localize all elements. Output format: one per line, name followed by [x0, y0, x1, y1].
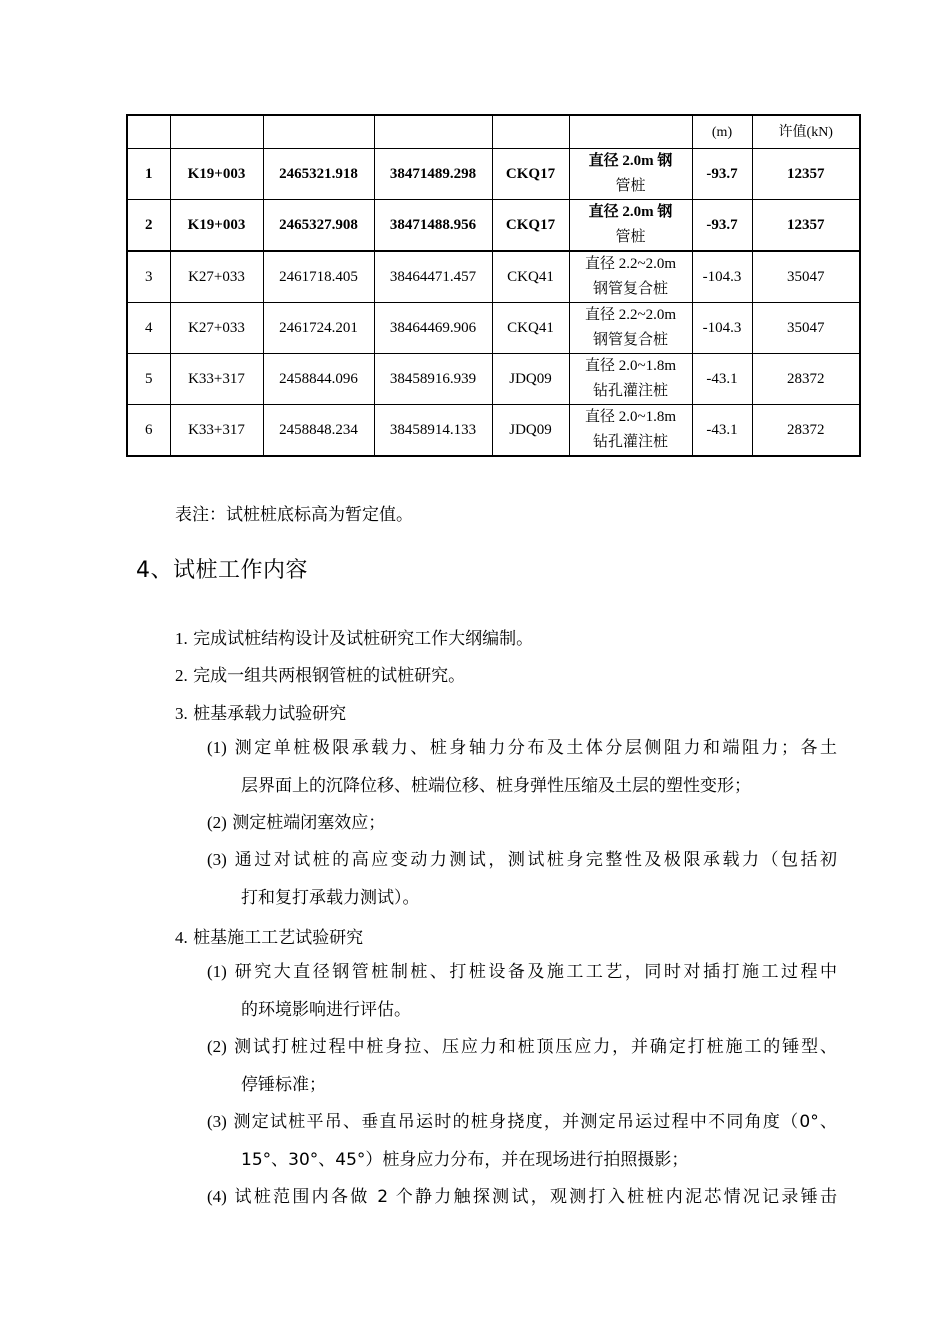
pile-x-coordinate: 2465327.908 [263, 200, 374, 252]
sub-item [207, 841, 837, 917]
pile-y-coordinate: 38458916.939 [374, 354, 492, 405]
sub-item-text-line2: 层界面上的沉降位移、桩端位移、桩身弹性压缩及土层的塑性变形； [241, 775, 751, 796]
list-item [175, 699, 346, 724]
item-number: 3. [175, 704, 188, 723]
table-row [127, 354, 860, 405]
sub-item-text-line1: 试桩范围内各做 2 个静力触探测试，观测打入桩桩内泥芯情况记录锤击 [234, 1187, 838, 1207]
sub-item-number: (3) [207, 850, 227, 869]
item-number: 2. [175, 666, 188, 685]
pile-x-coordinate: 2465321.918 [263, 149, 374, 200]
pile-capacity: 35047 [752, 303, 860, 354]
pile-borehole: CKQ17 [492, 149, 569, 200]
pile-type [569, 354, 692, 405]
pile-y-coordinate: 38464469.906 [374, 303, 492, 354]
pile-type-line2: 钻孔灌注桩 [592, 383, 668, 399]
sub-item-number: (1) [207, 738, 227, 757]
pile-type-line1: 直径 2.2~2.0m [584, 256, 677, 272]
pile-bottom-elevation: -43.1 [692, 405, 752, 457]
sub-item [207, 953, 837, 1029]
table-row [127, 200, 860, 252]
pile-mileage: K27+033 [170, 251, 263, 303]
pile-mileage: K33+317 [170, 405, 263, 457]
pile-number: 1 [127, 149, 170, 200]
sub-item [207, 729, 837, 805]
pile-number: 4 [127, 303, 170, 354]
header-cell [263, 115, 374, 149]
header-cell [569, 115, 692, 149]
pile-type-line1: 直径 2.0~1.8m [584, 358, 677, 374]
pile-y-coordinate: 38458914.133 [374, 405, 492, 457]
pile-type-line1: 直径 2.0m 钢 [588, 153, 673, 169]
pile-borehole: CKQ17 [492, 200, 569, 252]
item-text: 桩基承载力试验研究 [193, 704, 347, 724]
pile-x-coordinate: 2461724.201 [263, 303, 374, 354]
sub-item-number: (2) [207, 813, 227, 832]
sub-item [207, 1178, 837, 1217]
header-cell [170, 115, 263, 149]
pile-type-line2: 管桩 [615, 229, 646, 245]
pile-borehole: JDQ09 [492, 354, 569, 405]
pile-x-coordinate: 2461718.405 [263, 251, 374, 303]
pile-capacity: 35047 [752, 251, 860, 303]
pile-capacity: 12357 [752, 149, 860, 200]
pile-number: 6 [127, 405, 170, 457]
pile-bottom-elevation: -104.3 [692, 251, 752, 303]
item-number: 1. [175, 629, 188, 648]
table-header-row [127, 115, 860, 149]
pile-number: 3 [127, 251, 170, 303]
item-text: 完成试桩结构设计及试桩研究工作大纲编制。 [193, 629, 534, 649]
list-item [175, 624, 533, 649]
pile-borehole: CKQ41 [492, 251, 569, 303]
section-title: 4、试桩工作内容 [136, 558, 308, 583]
pile-mileage: K27+033 [170, 303, 263, 354]
item-text: 完成一组共两根钢管桩的试桩研究。 [193, 666, 466, 686]
pile-x-coordinate: 2458848.234 [263, 405, 374, 457]
list-item [175, 923, 363, 948]
header-cell-capacity: 许值(kN) [752, 115, 860, 149]
sub-item-text-line1: 测定试桩平吊、垂直吊运时的桩身挠度，并测定吊运过程中不同角度（0°、 [233, 1112, 837, 1132]
pile-type-line2: 钻孔灌注桩 [592, 434, 668, 450]
pile-type [569, 149, 692, 200]
table-row [127, 149, 860, 200]
sub-item [207, 804, 837, 843]
pile-capacity: 28372 [752, 354, 860, 405]
table-row [127, 251, 860, 303]
pile-number: 5 [127, 354, 170, 405]
header-cell-elevation-unit: (m) [692, 115, 752, 149]
pile-type-line2: 钢管复合桩 [592, 281, 668, 297]
pile-bottom-elevation: -43.1 [692, 354, 752, 405]
pile-bottom-elevation: -104.3 [692, 303, 752, 354]
sub-item-text-line1: 测定单桩极限承载力、桩身轴力分布及土体分层侧阻力和端阻力；各土 [234, 738, 838, 758]
pile-x-coordinate: 2458844.096 [263, 354, 374, 405]
sub-item-text-line1: 测定桩端闭塞效应； [232, 813, 386, 833]
pile-borehole: CKQ41 [492, 303, 569, 354]
header-cell [374, 115, 492, 149]
sub-item-number: (1) [207, 962, 227, 981]
pile-capacity: 28372 [752, 405, 860, 457]
pile-capacity: 12357 [752, 200, 860, 252]
sub-item-text-line2: 打和复打承载力测试）。 [241, 887, 420, 908]
sub-item-text-line2: 停锤标准； [241, 1074, 326, 1095]
item-text: 桩基施工工艺试验研究 [193, 928, 364, 948]
pile-type-line1: 直径 2.2~2.0m [584, 307, 677, 323]
pile-type-line2: 钢管复合桩 [592, 332, 668, 348]
sub-item-text-line1: 通过对试桩的高应变动力测试，测试桩身完整性及极限承载力（包括初 [234, 850, 838, 870]
sub-item [207, 1103, 837, 1179]
table-note: 表注：试桩桩底标高为暂定值。 [175, 505, 413, 525]
sub-item-text-line2: 的环境影响进行评估。 [241, 999, 411, 1020]
sub-item-number: (2) [207, 1037, 227, 1056]
pile-type-line1: 直径 2.0m 钢 [588, 204, 673, 220]
item-number: 4. [175, 928, 188, 947]
sub-item [207, 1028, 837, 1104]
test-pile-table [126, 114, 861, 457]
pile-type [569, 303, 692, 354]
pile-number: 2 [127, 200, 170, 252]
header-cell [492, 115, 569, 149]
pile-type-line2: 管桩 [615, 178, 646, 194]
sub-item-number: (4) [207, 1187, 227, 1206]
sub-item-number: (3) [207, 1112, 227, 1131]
pile-mileage: K19+003 [170, 200, 263, 252]
pile-type [569, 251, 692, 303]
header-cell [127, 115, 170, 149]
pile-bottom-elevation: -93.7 [692, 200, 752, 252]
pile-mileage: K19+003 [170, 149, 263, 200]
pile-borehole: JDQ09 [492, 405, 569, 457]
table-row [127, 405, 860, 457]
pile-y-coordinate: 38471488.956 [374, 200, 492, 252]
pile-type-line1: 直径 2.0~1.8m [584, 409, 677, 425]
pile-bottom-elevation: -93.7 [692, 149, 752, 200]
pile-type [569, 200, 692, 252]
sub-item-text-line1: 测试打桩过程中桩身拉、压应力和桩顶压应力，并确定打桩施工的锤型、 [234, 1037, 838, 1057]
sub-item-text-line1: 研究大直径钢管桩制桩、打桩设备及施工工艺，同时对插打施工过程中 [234, 962, 838, 982]
pile-type [569, 405, 692, 457]
pile-mileage: K33+317 [170, 354, 263, 405]
pile-y-coordinate: 38471489.298 [374, 149, 492, 200]
list-item [175, 661, 465, 686]
sub-item-text-line2: 15°、30°、45°）桩身应力分布，并在现场进行拍照摄影； [241, 1149, 689, 1170]
table-row [127, 303, 860, 354]
pile-y-coordinate: 38464471.457 [374, 251, 492, 303]
